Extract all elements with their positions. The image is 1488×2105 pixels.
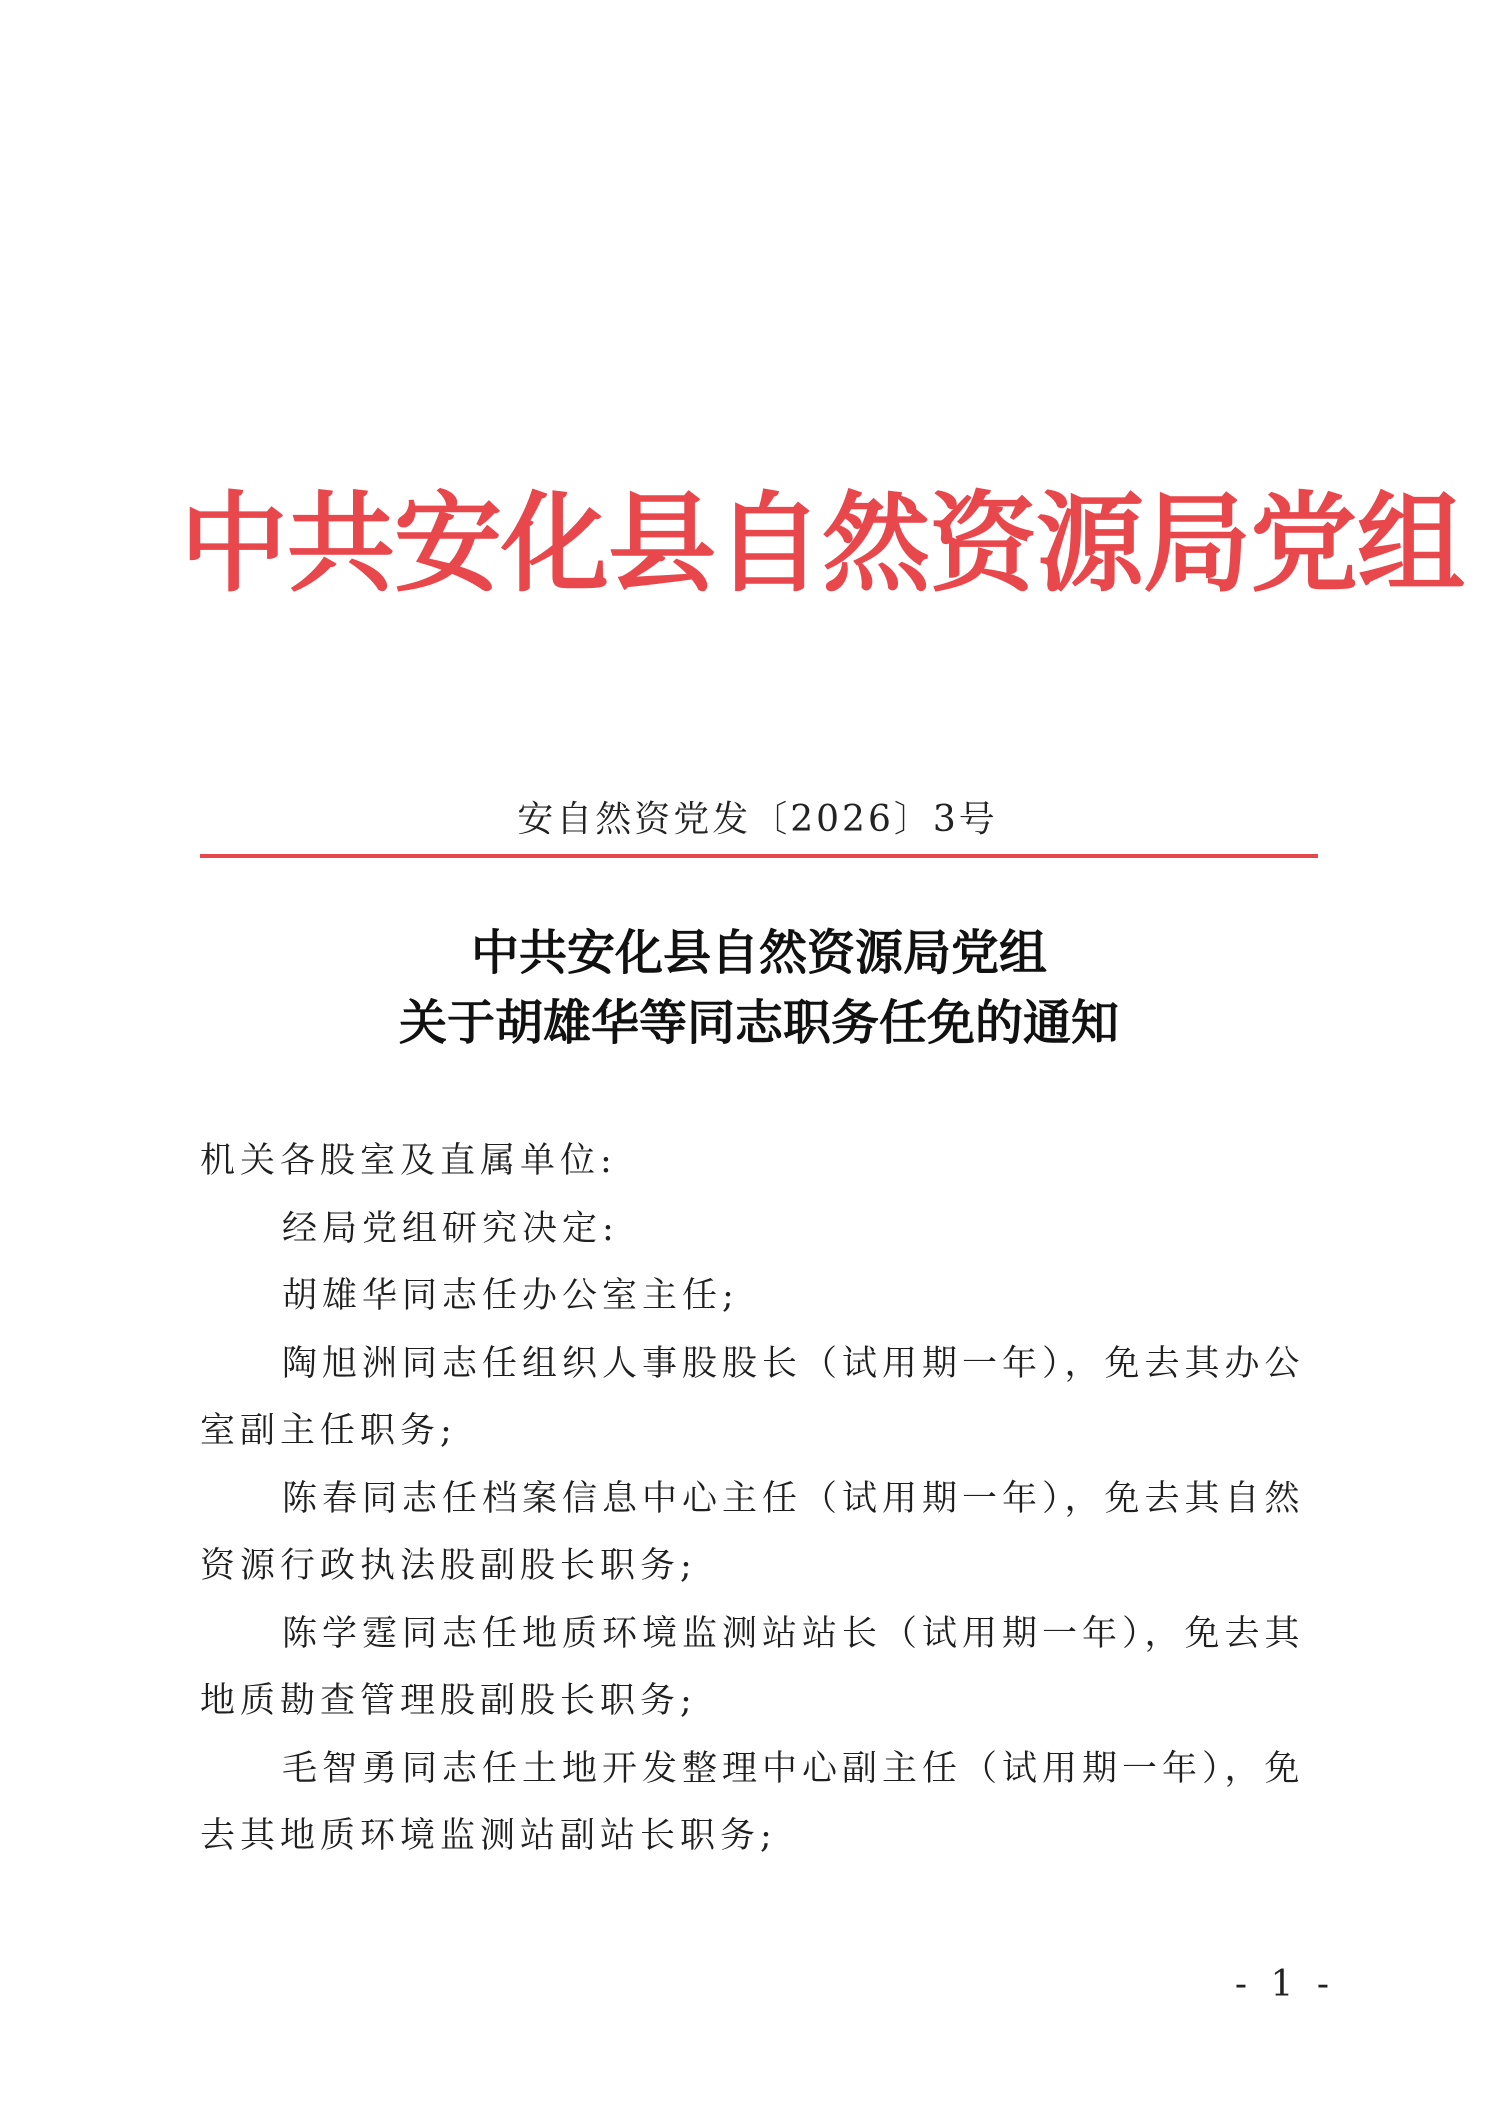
notice-body [200, 1128, 1310, 1871]
body-paragraph: 经局党组研究决定: [282, 1208, 619, 1249]
body-paragraph: 陈春同志任档案信息中心主任（试用期一年），免去其自然资源行政执法股副股长职务; [200, 1478, 1305, 1586]
notice-title-line-2: 关于胡雄华等同志职务任免的通知 [398, 995, 1119, 1051]
red-divider-line [200, 854, 1318, 858]
body-paragraph: 陈学霆同志任地质环境监测站站长（试用期一年），免去其地质勘查管理股副股长职务; [200, 1613, 1305, 1721]
notice-title [200, 918, 1318, 1058]
page-number: - 1 - [1234, 1964, 1335, 2005]
document-number: 安自然资党发〔2026〕3号 [517, 799, 998, 840]
body-paragraph: 胡雄华同志任办公室主任; [282, 1276, 739, 1316]
notice-title-line-1: 中共安化县自然资源局党组 [470, 925, 1047, 981]
addressee: 机关各股室及直属单位: [200, 1141, 617, 1181]
body-paragraph: 陶旭洲同志任组织人事股股长（试用期一年），免去其办公室副主任职务; [200, 1343, 1305, 1451]
organization-header: 中共安化县自然资源局党组 [180, 482, 1465, 607]
body-paragraph: 毛智勇同志任土地开发整理中心副主任（试用期一年），免去其地质环境监测站副站长职务; [200, 1748, 1305, 1856]
